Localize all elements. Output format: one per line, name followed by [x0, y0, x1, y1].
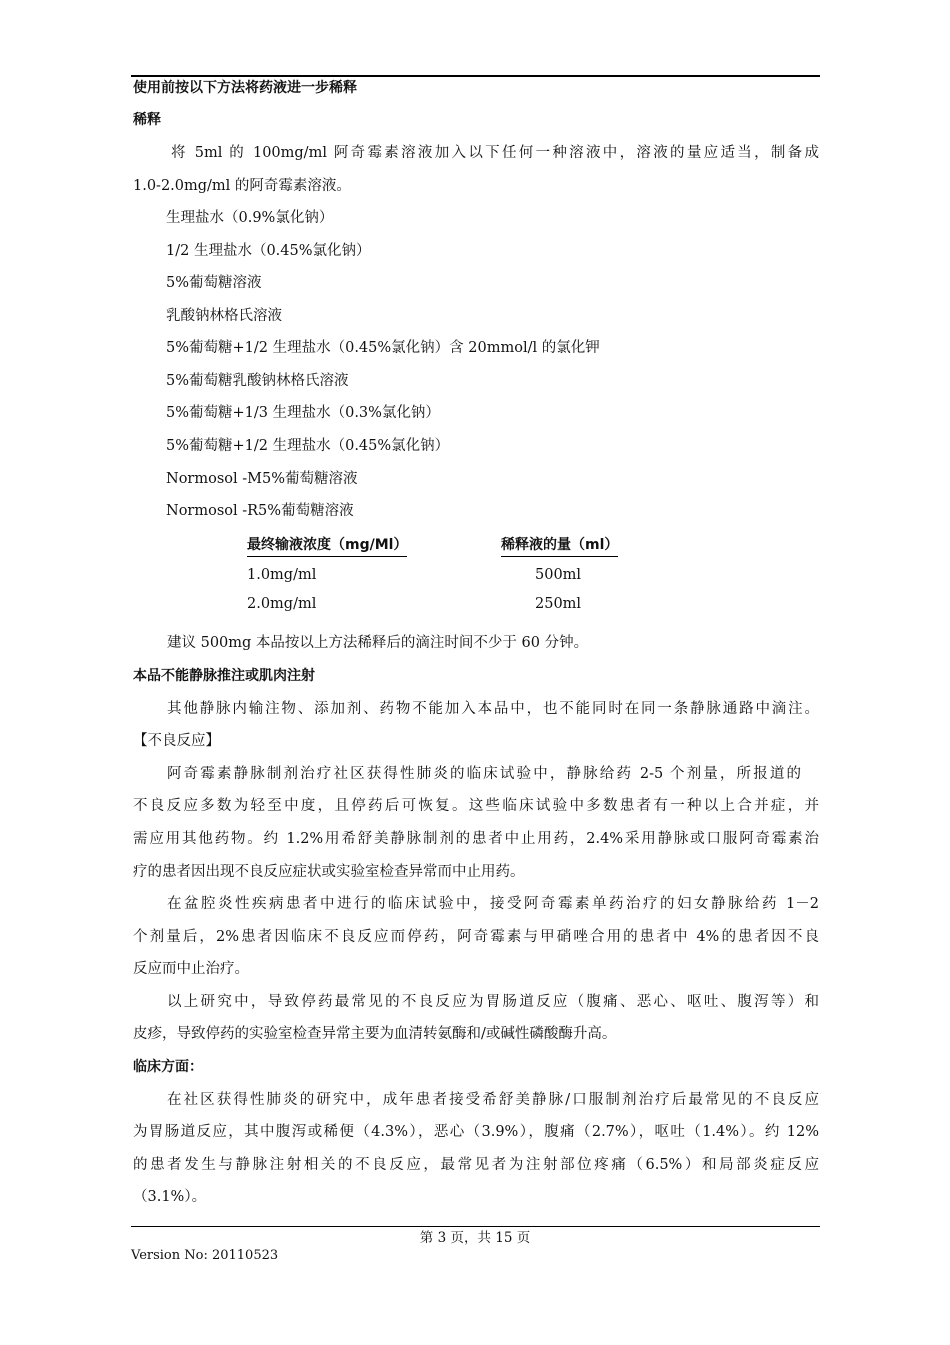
version-number: Version No: 20110523	[131, 1248, 279, 1263]
table-header-concentration: 最终输液浓度（mg/Ml）	[247, 535, 407, 557]
clinical-paragraph-line: （3.1%）。	[133, 1189, 207, 1205]
page-number: 第 3 页，共 15 页	[419, 1230, 531, 1246]
adverse-paragraph-3-line: 皮疹，导致停药的实验室检查异常主要为血清转氨酶和/或碱性磷酸酶升高。	[133, 1026, 617, 1042]
dilution-paragraph-line-2: 1.0-2.0mg/ml 的阿奇霉素溶液。	[133, 178, 351, 194]
adverse-paragraph-2-line: 在盆腔炎性疾病患者中进行的临床试验中，接受阿奇霉素单药治疗的妇女静脉给药 1－2	[167, 896, 819, 912]
adverse-paragraph-1-line: 疗的患者因出现不良反应症状或实验室检查异常而中止用药。	[133, 864, 525, 880]
clinical-paragraph-line: 为胃肠道反应，其中腹泻或稀便（4.3%），恶心（3.9%），腹痛（2.7%），呕吐（1.4%）。约 12%	[133, 1124, 819, 1140]
section-heading-no-iv-push: 本品不能静脉推注或肌肉注射	[133, 668, 315, 684]
adverse-paragraph-3-line: 以上研究中，导致停药最常见的不良反应为胃肠道反应（腹痛、恶心、呕吐、腹泻等）和	[167, 994, 819, 1010]
incompatibility-note: 其他静脉内输注物、添加剂、药物不能加入本品中，也不能同时在同一条静脉通路中滴注。	[167, 701, 819, 717]
section-heading-clinical: 临床方面：	[133, 1059, 203, 1075]
section-heading-adverse-reactions: 【不良反应】	[133, 733, 220, 749]
table-cell: 500ml	[535, 567, 582, 583]
clinical-paragraph-line: 在社区获得性肺炎的研究中，成年患者接受希舒美静脉/口服制剂治疗后最常见的不良反应	[167, 1092, 819, 1108]
header-rule	[131, 75, 820, 77]
adverse-paragraph-1-line: 需应用其他药物。约 1.2%用希舒美静脉制剂的患者中止用药，2.4%采用静脉或口服阿奇霉素治	[133, 831, 819, 847]
section-heading-dilution: 稀释	[133, 112, 161, 128]
adverse-paragraph-2-line: 反应而中止治疗。	[133, 961, 249, 977]
solution-item: 5%葡萄糖溶液	[166, 275, 262, 291]
solution-item: Normosol -R5%葡萄糖溶液	[166, 503, 354, 519]
section-heading-dilution-method: 使用前按以下方法将药液进一步稀释	[133, 80, 357, 96]
solution-item: 5%葡萄糖+1/2 生理盐水（0.45%氯化钠）	[166, 438, 450, 454]
adverse-paragraph-1-line: 阿奇霉素静脉制剂治疗社区获得性肺炎的临床试验中，静脉给药 2-5 个剂量，所报道的	[167, 766, 801, 782]
table-cell: 2.0mg/ml	[247, 596, 317, 612]
solution-item: 5%葡萄糖乳酸钠林格氏溶液	[166, 373, 349, 389]
footer-rule	[131, 1226, 820, 1227]
table-cell: 1.0mg/ml	[247, 567, 317, 583]
dilution-paragraph-line-1: 将 5ml 的 100mg/ml 阿奇霉素溶液加入以下任何一种溶液中，溶液的量应适当，制备成	[171, 145, 819, 161]
clinical-paragraph-line: 的患者发生与静脉注射相关的不良反应，最常见者为注射部位疼痛（6.5%）和局部炎症反应	[133, 1157, 819, 1173]
adverse-paragraph-1-line: 不良反应多数为轻至中度，且停药后可恢复。这些临床试验中多数患者有一种以上合并症，并	[133, 798, 819, 814]
solution-item: Normosol -M5%葡萄糖溶液	[166, 471, 358, 487]
solution-item: 5%葡萄糖+1/3 生理盐水（0.3%氯化钠）	[166, 405, 440, 421]
table-header-volume: 稀释液的量（ml）	[501, 535, 618, 557]
solution-item: 乳酸钠林格氏溶液	[166, 308, 282, 324]
solution-item: 1/2 生理盐水（0.45%氯化钠）	[166, 243, 371, 259]
table-cell: 250ml	[535, 596, 582, 612]
infusion-time-note: 建议 500mg 本品按以上方法稀释后的滴注时间不少于 60 分钟。	[167, 635, 589, 651]
adverse-paragraph-2-line: 个剂量后，2%患者因临床不良反应而停药，阿奇霉素与甲硝唑合用的患者中 4%的患者因不良	[133, 929, 819, 945]
solution-item: 生理盐水（0.9%氯化钠）	[166, 210, 334, 226]
solution-item: 5%葡萄糖+1/2 生理盐水（0.45%氯化钠）含 20mmol/l 的氯化钾	[166, 340, 600, 356]
